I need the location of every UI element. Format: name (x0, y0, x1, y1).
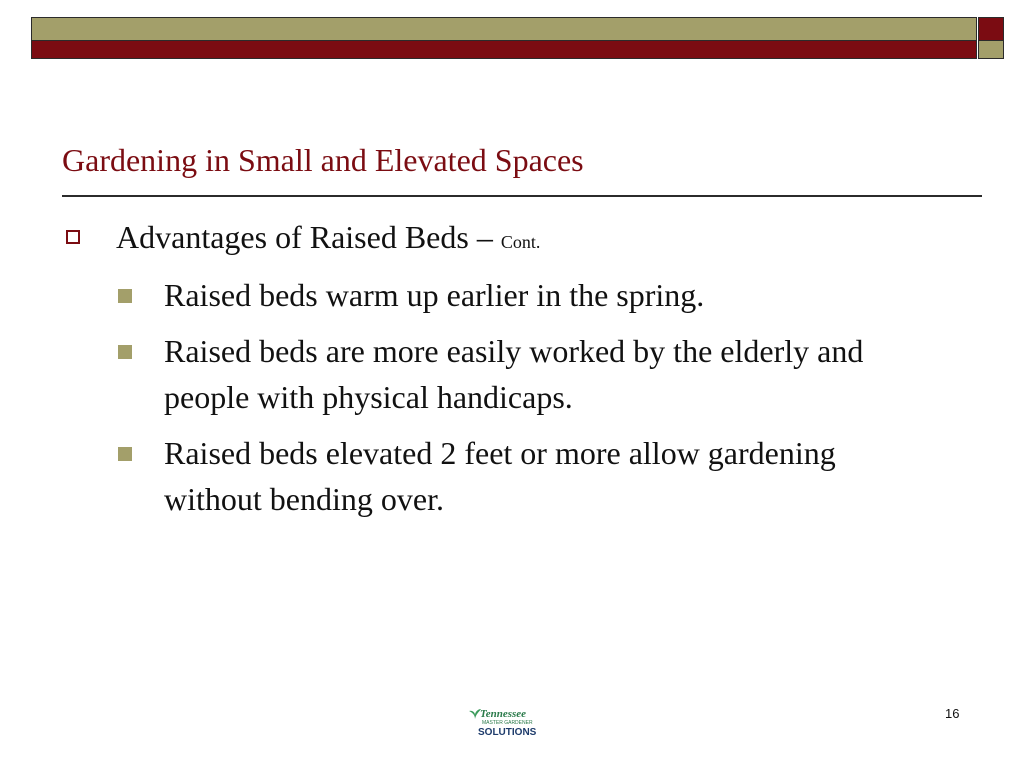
header-square-bottom (978, 40, 1004, 59)
logo-line-2: MASTER GARDENER (482, 720, 533, 726)
main-bullet-text (116, 216, 540, 263)
square-bullet-icon (118, 345, 132, 359)
tennessee-master-gardener-logo (468, 704, 540, 742)
square-bullet-icon (118, 447, 132, 461)
sub-bullet-text: Raised beds warm up earlier in the spring. (164, 277, 705, 313)
slide-title: Gardening in Small and Elevated Spaces (62, 142, 584, 178)
header-band-top (31, 17, 977, 41)
header-square-top (978, 17, 1004, 41)
hollow-square-bullet-icon (66, 230, 80, 244)
sub-bullet-text: Raised beds are more easily worked by the elderly and people with physical handicaps. (164, 333, 864, 415)
main-bullet-label: Advantages of Raised Beds – (116, 219, 501, 255)
logo-line-3: SOLUTIONS (478, 727, 537, 738)
header-band-bottom (31, 40, 977, 59)
sub-bullet (118, 272, 898, 318)
main-bullet-suffix: Cont. (500, 232, 541, 252)
sub-bullet (118, 328, 898, 420)
square-bullet-icon (118, 289, 132, 303)
sub-bullet-text: Raised beds elevated 2 feet or more allow gardening without bending over. (164, 435, 836, 517)
sub-bullet (118, 430, 898, 522)
page-number: 16 (945, 706, 960, 721)
sub-bullet-list (118, 272, 898, 532)
title-divider (62, 195, 982, 197)
logo-line-1: Tennessee (480, 708, 527, 720)
